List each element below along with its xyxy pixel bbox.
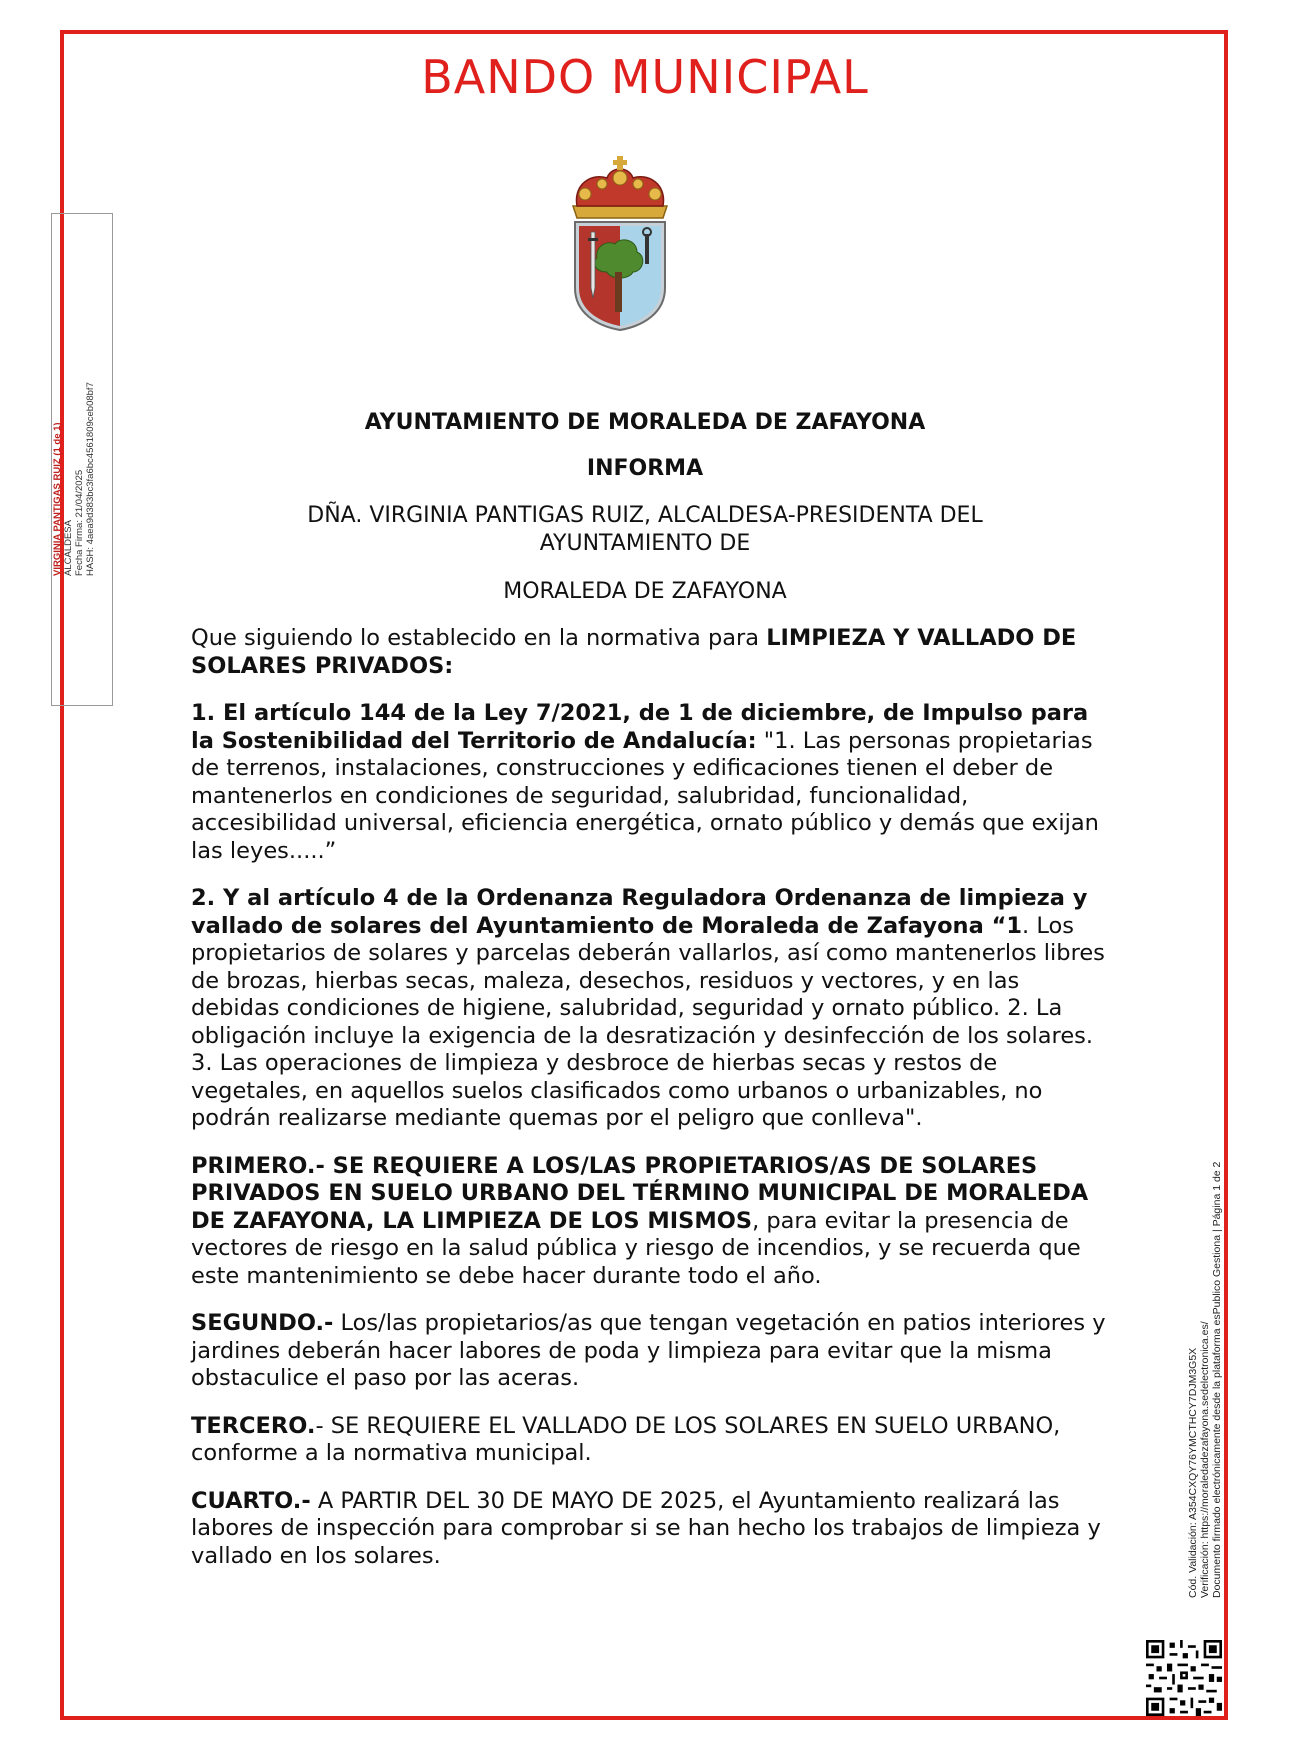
signer-name: VIRGINIA PANTIGAS RUIZ (1 de 1) xyxy=(52,422,63,576)
signer-role: ALCALDESA xyxy=(63,520,74,576)
validation-code: Cód. Validación: A354CXQY76YMCTHCY7DJM3G5X xyxy=(1187,1347,1199,1598)
municipality-name: MORALEDA DE ZAFAYONA xyxy=(503,579,787,604)
tercero-paragraph: TERCERO.- SE REQUIERE EL VALLADO DE LOS SOLARES EN SUELO URBANO, conforme a la normativa municipal. xyxy=(191,1412,1061,1466)
document-title: BANDO MUNICIPAL xyxy=(421,50,869,104)
validation-url: Verificación: https://moraledadezafayona.sedelectronica.es/ xyxy=(1199,1321,1211,1598)
official-line-2: AYUNTAMIENTO DE xyxy=(539,531,751,556)
validation-platform: Documento firmado electrónicamente desde la plataforma esPublico Gestiona | Página 1 de 2 xyxy=(1211,1161,1223,1598)
signature-hash: HASH: 4aea9d383bc3fa6bc4561809ceb08bf7 xyxy=(85,382,96,576)
coat-of-arms-icon xyxy=(555,148,685,333)
informa-heading: INFORMA xyxy=(586,456,704,481)
segundo-paragraph: SEGUNDO.- Los/las propietarios/as que tengan vegetación en patios interiores y jardines deberán hacer labores de poda y limpieza para evitar que la misma obstaculice el paso por las aceras. xyxy=(191,1310,1106,1391)
qr-code-icon xyxy=(1146,1640,1222,1716)
signature-stamp xyxy=(52,382,96,576)
signature-date: Fecha Firma: 21/04/2025 xyxy=(74,469,85,576)
official-statement xyxy=(150,502,1140,558)
primero-paragraph: PRIMERO.- SE REQUIERE A LOS/LAS PROPIETARIOS/AS DE SOLARES PRIVADOS EN SUELO URBANO DEL TÉRMINO MUNICIPAL DE MORALEDA DE ZAFAYONA, LA LIMPIEZA DE LOS MISMOS, para evitar la presencia de vectores de riesgo en la salud pública y riesgo de incendios, y se recuerda que este mantenimiento se debe hacer durante todo el año. xyxy=(191,1152,1089,1289)
cuarto-paragraph: CUARTO.- A PARTIR DEL 30 DE MAYO DE 2025, el Ayuntamiento realizará las labores de inspección para comprobar si se han hecho los trabajos de limpieza y vallado en los solares. xyxy=(191,1487,1101,1569)
validation-stamp xyxy=(1187,1162,1223,1598)
organization-heading: AYUNTAMIENTO DE MORALEDA DE ZAFAYONA xyxy=(364,410,926,435)
document-body xyxy=(191,625,1111,1590)
intro-paragraph: Que siguiendo lo establecido en la normativa para LIMPIEZA Y VALLADO DE SOLARES PRIVADOS: xyxy=(191,625,1077,679)
official-line-1: DÑA. VIRGINIA PANTIGAS RUIZ, ALCALDESA-PRESIDENTA DEL xyxy=(307,503,983,528)
point-1-paragraph: 1. El artículo 144 de la Ley 7/2021, de 1 de diciembre, de Impulso para la Sostenibilidad del Territorio de Andalucía: "1. Las personas propietarias de terrenos, instalaciones, construcciones y edificaciones tienen el deber de mantenerlos en condiciones de seguridad, salubridad, funcionalidad, accesibilidad universal, eficiencia energética, ornato público y demás que exijan las leyes.....” xyxy=(191,700,1099,864)
point-2-paragraph: 2. Y al artículo 4 de la Ordenanza Reguladora Ordenanza de limpieza y vallado de solares del Ayuntamiento de Moraleda de Zafayona “1. Los propietarios de solares y parcelas deberán vallarlos, así como mantenerlos libres de brozas, hierbas secas, maleza, desechos, residuos y vectores, y en las debidas condiciones de higiene, salubridad, seguridad y ornato público. 2. La obligación incluye la exigencia de la desratización y desinfección de los solares. 3. Las operaciones de limpieza y desbroce de hierbas secas y restos de vegetales, en aquellos suelos clasificados como urbanos o urbanizables, no podrán realizarse mediante quemas por el peligro que conlleva". xyxy=(191,885,1105,1131)
